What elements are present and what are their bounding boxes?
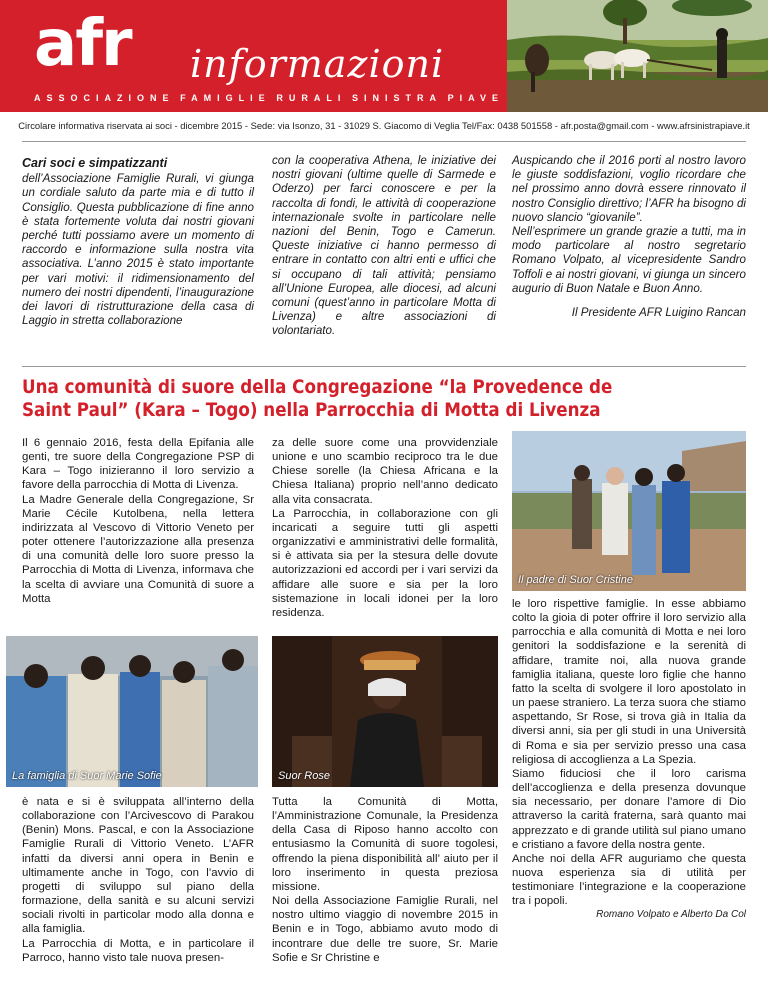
article-paragraph: Anche noi della AFR auguriamo che questa nuova esperienza sia di utilità per testimoniare l’integrazione e la cooperazione tra i popoli. [512, 852, 746, 908]
greeting-title: Cari soci e simpatizzanti [22, 156, 168, 170]
article-title [22, 376, 664, 422]
association-word: ASSOCIAZIONE [34, 93, 175, 103]
association-word: FAMIGLIE [180, 93, 271, 103]
article-column-2-bottom [272, 795, 498, 965]
article-paragraph: La Parrocchia, in collaborazione con gli incaricati a seguire tutti gli aspetti organizzativi e amministrativi delle formalità, si è attivata sia per la stesura delle dovute autorizzazioni ed accordi per i vari servizi da affidare alle suore e sia per la loro sistemazione in locali idonei per la loro residenza. [272, 507, 498, 619]
greeting-column-1 [22, 156, 254, 328]
greeting-text-3b: Nell’esprimere un grande grazie a tutti, ma in modo particolare al nostro segretario Romano Volpato, al vicepresidente Sandro Toffoli e ai nostri giovani, vi giunga un sincero augurio di Buon Natale e Buon Anno. [512, 225, 746, 295]
header-photo-oxen-plowing [507, 0, 768, 112]
article-paragraph: za delle suore come una provvidenziale unione e uno scambio reciproco tra le due Chiese sorelle (la Chiesa Africana e la Chiesa Italiana) proprio nell’anno dedicato alla vita consacrata. [272, 437, 498, 506]
article-title-line-1: Una comunità di suore della Congregazione “la Provedence de [22, 376, 613, 398]
section-divider [22, 366, 746, 367]
photo-caption: La famiglia di Suor Marie Sofie [12, 770, 162, 782]
association-word: RURALI [276, 93, 347, 103]
article-authors: Romano Volpato e Alberto Da Col [596, 909, 746, 921]
informazioni-logo: informazioni [190, 42, 445, 86]
masthead [0, 0, 768, 112]
article-paragraph: Tutta la Comunità di Motta, l’Amministrazione Comunale, la Presidenza della Casa di Riposo hanno accolto con entusiasmo la Comunità di suore togolesi, offrendo la piena disponibilità all’ aiuto per il loro inserimento in questa preziosa missione. [272, 796, 498, 893]
greeting-text-3a: Auspicando che il 2016 porti al nostro lavoro le giuste soddisfazioni, voglio ricordare che nel prossimo anno dovrà essere rinnovato il nostro Consiglio direttivo; l’AFR ha bisogno di nuovo slancio “giovanile”. [512, 154, 746, 224]
photo-caption: Il padre di Suor Cristine [518, 574, 633, 586]
photo-father-of-sister-cristine [512, 431, 746, 591]
association-name [34, 93, 504, 103]
greeting-text-2: con la cooperativa Athena, le iniziative dei nostri giovani (ultime quelle di Sarmede e Oderzo) per farci conoscere e per la raccolta di fondi, le attività di cooperazione internazionale svolte in particolare nelle nazioni del Benin, Togo e Camerun. Queste iniziative ci hanno permesso di entrare in contatto con altri enti e uffici che si occupano di tali attività; pensiamo all’Unione Europea, alle diocesi, ad alcuni comuni (quest’anno in particolare Motta di Livenza) e altre associazioni di volontariato. [272, 154, 496, 338]
greeting-column-2 [272, 154, 496, 339]
association-word: SINISTRA [351, 93, 442, 103]
afr-logo: afr [34, 7, 131, 81]
newsletter-info-line: Circolare informativa riservata ai soci - dicembre 2015 - Sede: via Isonzo, 31 - 31029 S. Giacomo di Veglia Tel/Fax: 0438 501558 - afr.posta@gmail.com - www.afrsinistrapiave.it [18, 120, 750, 131]
article-paragraph: Noi della Associazione Famiglie Rurali, nel nostro ultimo viaggio di novembre 2015 in Benin e in Togo, abbiamo avuto modo di incontrare due delle tre suore, Sr. Marie Sofie e Sr Christine e [272, 895, 498, 964]
association-word: PIAVE [447, 93, 504, 103]
president-signature: Il Presidente AFR Luigino Rancan [571, 306, 746, 320]
article-paragraph: La Parrocchia di Motta, e in particolare il Parroco, hanno visto tale nuova presen- [22, 937, 254, 964]
article-column-1-top [22, 436, 254, 606]
article-paragraph: La Madre Generale della Congregazione, Sr Marie Cécile Kutolbena, nella lettera indirizzata al Vescovo di Vittorio Veneto per poter ottenere l’autorizzazione alla presenza di una comunità delle loro suore presso la Parrocchia di Motta di Livenza, informava che la scelta di avviare una Comunità di suore a Motta [22, 493, 254, 605]
photo-family-of-sister-marie-sofie [6, 636, 258, 787]
article-column-2-top [272, 436, 498, 620]
greeting-text-1: dell’Associazione Famiglie Rurali, vi giunga un cordiale saluto da parte mia e di tutto il Consiglio. Questa pubblicazione di fine anno è stata fortemente voluta dai nostri giovani perché tutti possiamo avere un momento di raccordo e informazione sulla nostra vita associativa. L’anno 2015 è stato importante per vari motivi: il ridimensionamento del numero dei nostri dipendenti, l’inaugurazione dei lavori di ristrutturazione della casa di Laggio in stretta collaborazione [22, 172, 254, 328]
photo-sister-rose [272, 636, 498, 787]
article-paragraph: le loro rispettive famiglie. In esse abbiamo colto la gioia di poter offrire il loro servizio alla parrocchia e alla comunità di Motta e nei loro genitori la soddisfazione e la serenità di affidare, tramite noi, alla nuova grande famiglia italiana, queste loro figlie che hanno fatto la scelta di svolgere il loro apostolato in un paese straniero. La terza suora che stiamo aspettando, Sr Rose, si trova già in Italia da diversi anni, sia per gli studi in una Università di Roma e sia per servizio presso una casa religiosa di accoglienza a La Spezia. [512, 598, 746, 766]
article-column-3 [512, 597, 746, 923]
article-title-line-2: Saint Paul” (Kara – Togo) nella Parrocchia di Motta di Livenza [22, 399, 601, 421]
photo-caption: Suor Rose [278, 770, 330, 782]
article-paragraph: è nata e si è sviluppata all’interno della collaborazione con l’Arcivescovo di Parakou (Benin) Mons. Pascal, e con la Associazione Famiglie Rurali di Vittorio Veneto. L’AFR infatti da diversi anni opera in Benin e ultimamente anche in Togo, con l’avvio di progetti di sviluppo sul piano della formazione, della sanità e su alcuni servizi sociali rivolti in particolar modo alla donna e alla famiglia. [22, 796, 254, 936]
greeting-column-3 [512, 154, 746, 320]
header-divider [22, 141, 746, 142]
article-column-1-bottom [22, 795, 254, 965]
article-paragraph: Siamo fiduciosi che il loro carisma dell’accoglienza e della presenza dovunque sia necessario, per donare l’amore di Dio attraverso la carità fraterna, sarà quanto mai apprezzato e di grande utilità sul piano umano e cristiano a favore della nostra gente. [512, 767, 746, 851]
article-paragraph: Il 6 gennaio 2016, festa della Epifania alle genti, tre suore della Congregazione PSP di Kara – Togo inizieranno il loro servizio a favore della parrocchia di Motta di Livenza. [22, 437, 254, 492]
